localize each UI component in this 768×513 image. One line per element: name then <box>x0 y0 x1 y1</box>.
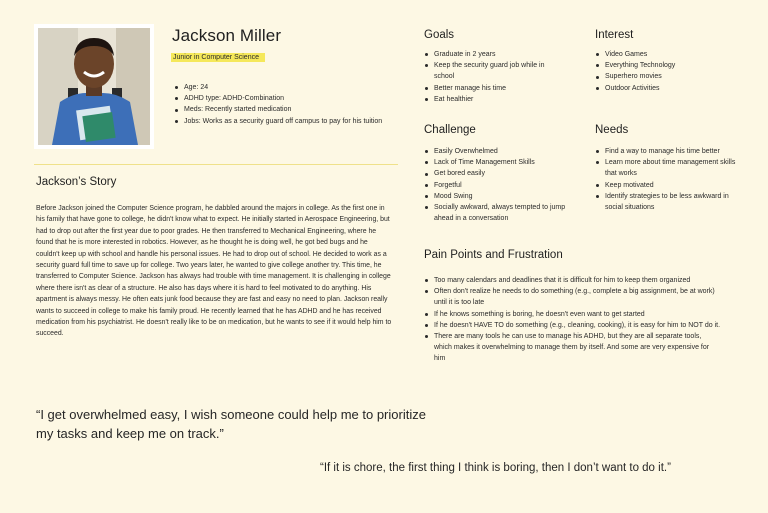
pain-point-item: Often don't realize he needs to do something (e.g., complete a big assignment, be at work) until it is too late <box>424 286 720 308</box>
challenge-heading: Challenge <box>424 124 476 136</box>
need-item: Keep motivated <box>595 180 745 191</box>
persona-quote: “If it is chore, the first thing I think is boring, then I don’t want to do it.” <box>320 462 671 474</box>
pain-points-list <box>424 275 720 365</box>
challenge-item: Mood Swing <box>424 191 574 202</box>
persona-quote: “I get overwhelmed easy, I wish someone could help me to prioritize my tasks and keep me on track.” <box>36 407 426 441</box>
pain-point-item: There are many tools he can use to manage his ADHD, but they are all separate tools, which makes it overwhelming to manage them by itself. And some are very expensive for him <box>424 331 720 365</box>
goal-item: Better manage his time <box>424 83 564 94</box>
interest-item: Superhero movies <box>595 71 745 82</box>
need-item: Learn more about time management skills that works <box>595 157 745 179</box>
persona-photo <box>34 24 154 149</box>
bio-item: ADHD type: ADHD-Combination <box>174 93 394 104</box>
interest-item: Outdoor Activities <box>595 83 745 94</box>
interest-item: Video Games <box>595 49 745 60</box>
bio-item: Meds: Recently started medication <box>174 104 394 115</box>
section-divider <box>34 164 398 165</box>
persona-bio-list <box>174 82 394 127</box>
persona-name: Jackson Miller <box>172 26 282 45</box>
need-item: Identify strategies to be less awkward in social situations <box>595 191 745 213</box>
challenge-item: Easily Overwhelmed <box>424 146 574 157</box>
challenge-item: Forgetful <box>424 180 574 191</box>
interest-heading: Interest <box>595 29 634 41</box>
interest-item: Everything Technology <box>595 60 745 71</box>
goal-item: Keep the security guard job while in school <box>424 60 564 82</box>
pain-point-item: Too many calendars and deadlines that it is difficult for him to keep them organized <box>424 275 720 286</box>
interest-list <box>595 49 745 94</box>
challenge-list <box>424 146 574 224</box>
challenge-item: Socially awkward, always tempted to jump ahead in a conversation <box>424 202 574 224</box>
needs-heading: Needs <box>595 124 629 136</box>
pain-points-heading: Pain Points and Frustration <box>424 249 563 261</box>
needs-list <box>595 146 745 213</box>
story-heading: Jackson’s Story <box>36 176 117 188</box>
story-paragraph: Before Jackson joined the Computer Science program, he dabbled around the majors in college. As the first one in his family that have gone to college, he didn't know what to expect. He initially started in Aerospace Engineering, but had to drop out after the first year due to poor grades. He then transferred to Mechanical Engineering, where he found that he is more interested in robotics. However, as he thought he is doing well, he got bed bugs and he couldn't keep up with school and handle his personal issues. He had to drop out of school. He decided to work as a security guard full time to save up for college. Two years later, he wanted to give college another try. This time, he transferred to Computer Science. Jackson has always had trouble with time management. It is challenging in college where there isn't as clear of a structure. He also has days where it is hard to feel motivated to do anything. His apartment is always messy. He often eats junk food because they are fast and easy no need to plan. Jackson really wants to succeed in college to make his family proud. He recently learned that he has ADHD and he has received medication from his psychiatrist. He doesn't really like to be on medication, but he wants to see if it would help him to succeed. <box>36 205 392 338</box>
challenge-item: Lack of Time Management Skills <box>424 157 574 168</box>
goals-heading: Goals <box>424 29 455 41</box>
challenge-item: Get bored easily <box>424 168 574 179</box>
pain-point-item: If he knows something is boring, he doesn't even want to get started <box>424 309 720 320</box>
bio-item: Age: 24 <box>174 82 394 93</box>
goal-item: Graduate in 2 years <box>424 49 564 60</box>
goals-list <box>424 49 564 105</box>
need-item: Find a way to manage his time better <box>595 146 745 157</box>
persona-role-badge: Junior in Computer Science <box>171 53 265 62</box>
bio-item: Jobs: Works as a security guard off campus to pay for his tuition <box>174 116 394 127</box>
pain-point-item: If he doesn't HAVE TO do something (e.g., cleaning, cooking), it is easy for him to NOT do it. <box>424 320 720 331</box>
goal-item: Eat healthier <box>424 94 564 105</box>
